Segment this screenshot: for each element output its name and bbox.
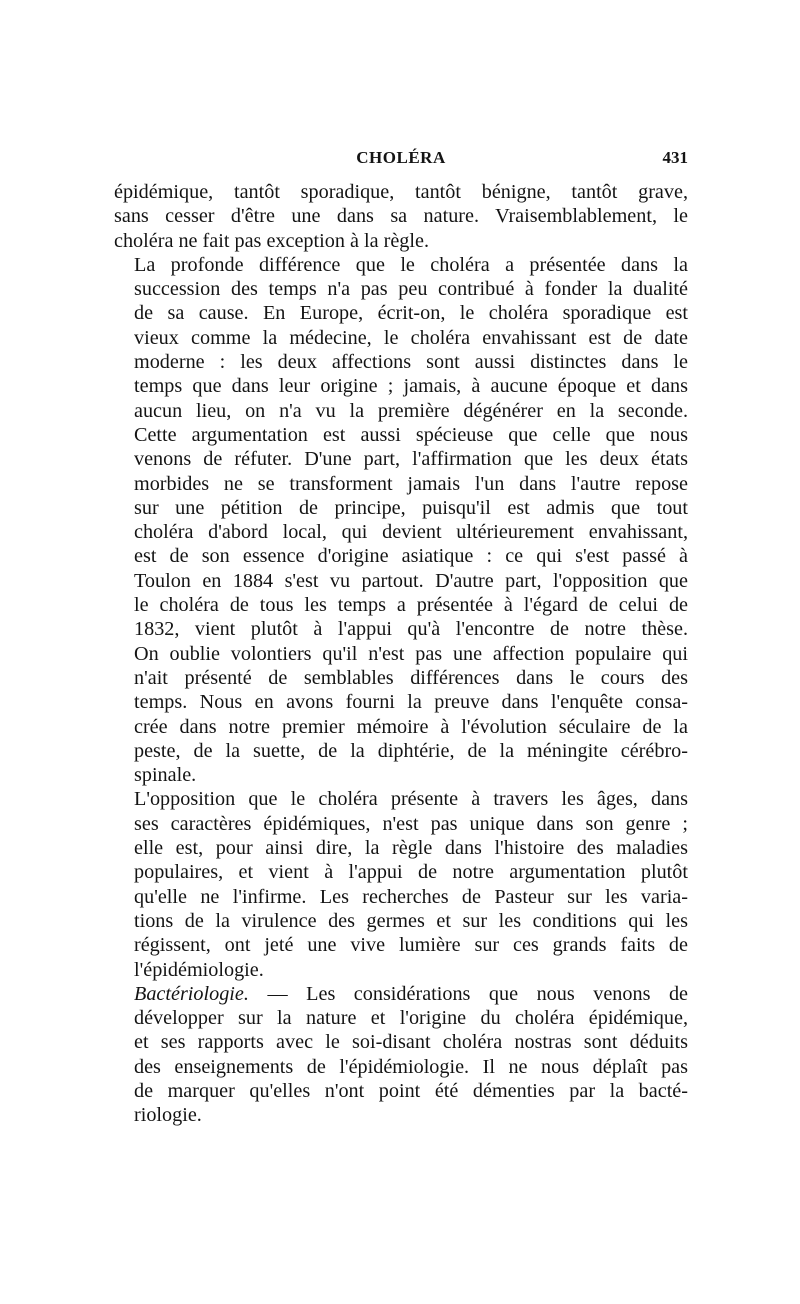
text-line: peste, de la suette, de la diphtérie, de la méningite cérébro- [134, 739, 688, 762]
text-line: moderne : les deux affections sont aussi distinctes dans le [134, 351, 688, 374]
text-line: Cette argumentation est aussi spécieuse que celle que nous [134, 423, 688, 446]
text-line: tions de la virulence des germes et sur les conditions qui les [134, 909, 688, 932]
paragraph [114, 982, 688, 1128]
text-line: est de son essence d'origine asiatique : ce qui s'est passé à [134, 545, 688, 568]
text-line: On oublie volontiers qu'il n'est pas une affection populaire qui [134, 642, 688, 665]
running-head [114, 148, 688, 178]
page-number: 431 [662, 148, 688, 167]
text-line: sans cesser d'être une dans sa nature. Vraisemblablement, le [114, 205, 688, 228]
text-line: et ses rapports avec le soi-disant choléra nostras sont déduits [134, 1031, 688, 1054]
paragraph [114, 787, 688, 981]
body-text [114, 180, 688, 1128]
text-line: temps que dans leur origine ; jamais, à aucune époque et dans [134, 375, 688, 398]
text-line: le choléra de tous les temps a présentée à l'égard de celui de [134, 594, 688, 617]
text-line: ses caractères épidémiques, n'est pas unique dans son genre ; [134, 812, 688, 835]
text-line: La profonde différence que le choléra a présentée dans la [134, 253, 688, 276]
text-line: des enseignements de l'épidémiologie. Il ne nous déplaît pas [134, 1055, 688, 1078]
text-line: populaires, et vient à l'appui de notre argumentation plutôt [134, 861, 688, 884]
text-line: succession des temps n'a pas peu contribué à fonder la dualité [134, 278, 688, 301]
text-line: sur une pétition de principe, puisqu'il est admis que tout [134, 496, 688, 519]
text-line: n'ait présenté de semblables différences dans le cours des [134, 666, 688, 689]
text-line: développer sur la nature et l'origine du choléra épidémique, [134, 1007, 688, 1030]
text-line: régissent, ont jeté une vive lumière sur ces grands faits de [134, 934, 688, 957]
text-line: qu'elle ne l'infirme. Les recherches de Pasteur sur les varia- [134, 885, 688, 908]
book-page [114, 148, 688, 1128]
text-line: elle est, pour ainsi dire, la règle dans l'histoire des maladies [134, 837, 688, 860]
text-line [114, 982, 688, 1006]
text-line: temps. Nous en avons fourni la preuve dans l'enquête consa- [134, 691, 688, 714]
text-line: l'épidémiologie. [134, 958, 264, 981]
running-title: CHOLÉRA [356, 148, 446, 167]
text-line: choléra ne fait pas exception à la règle. [114, 229, 429, 252]
text-line: choléra d'abord local, qui devient ultérieurement envahissant, [134, 521, 688, 544]
text-line: spinale. [134, 764, 197, 787]
text-line: L'opposition que le choléra présente à travers les âges, dans [134, 788, 688, 811]
paragraph [114, 180, 688, 253]
section-heading: Bactériologie. [134, 982, 249, 1005]
text-line: Toulon en 1884 s'est vu partout. D'autre part, l'opposition que [134, 569, 688, 592]
text-line: épidémique, tantôt sporadique, tantôt bénigne, tantôt grave, [114, 181, 688, 203]
text-line: morbides ne se transforment jamais l'un dans l'autre repose [134, 472, 688, 495]
text-line-rest: — Les considérations que nous venons de [248, 982, 688, 1005]
text-line: riologie. [134, 1104, 202, 1127]
text-line: de sa cause. En Europe, écrit-on, le choléra sporadique est [134, 302, 688, 325]
paragraph [114, 253, 688, 788]
text-line: de marquer qu'elles n'ont point été démenties par la bacté- [134, 1079, 688, 1102]
text-line: venons de réfuter. D'une part, l'affirmation que les deux états [134, 448, 688, 471]
text-line: 1832, vient plutôt à l'appui qu'à l'encontre de notre thèse. [134, 618, 688, 641]
text-line: vieux comme la médecine, le choléra envahissant est de date [134, 326, 688, 349]
text-line: aucun lieu, on n'a vu la première dégénérer en la seconde. [134, 399, 688, 422]
text-line: crée dans notre premier mémoire à l'évolution séculaire de la [134, 715, 688, 738]
